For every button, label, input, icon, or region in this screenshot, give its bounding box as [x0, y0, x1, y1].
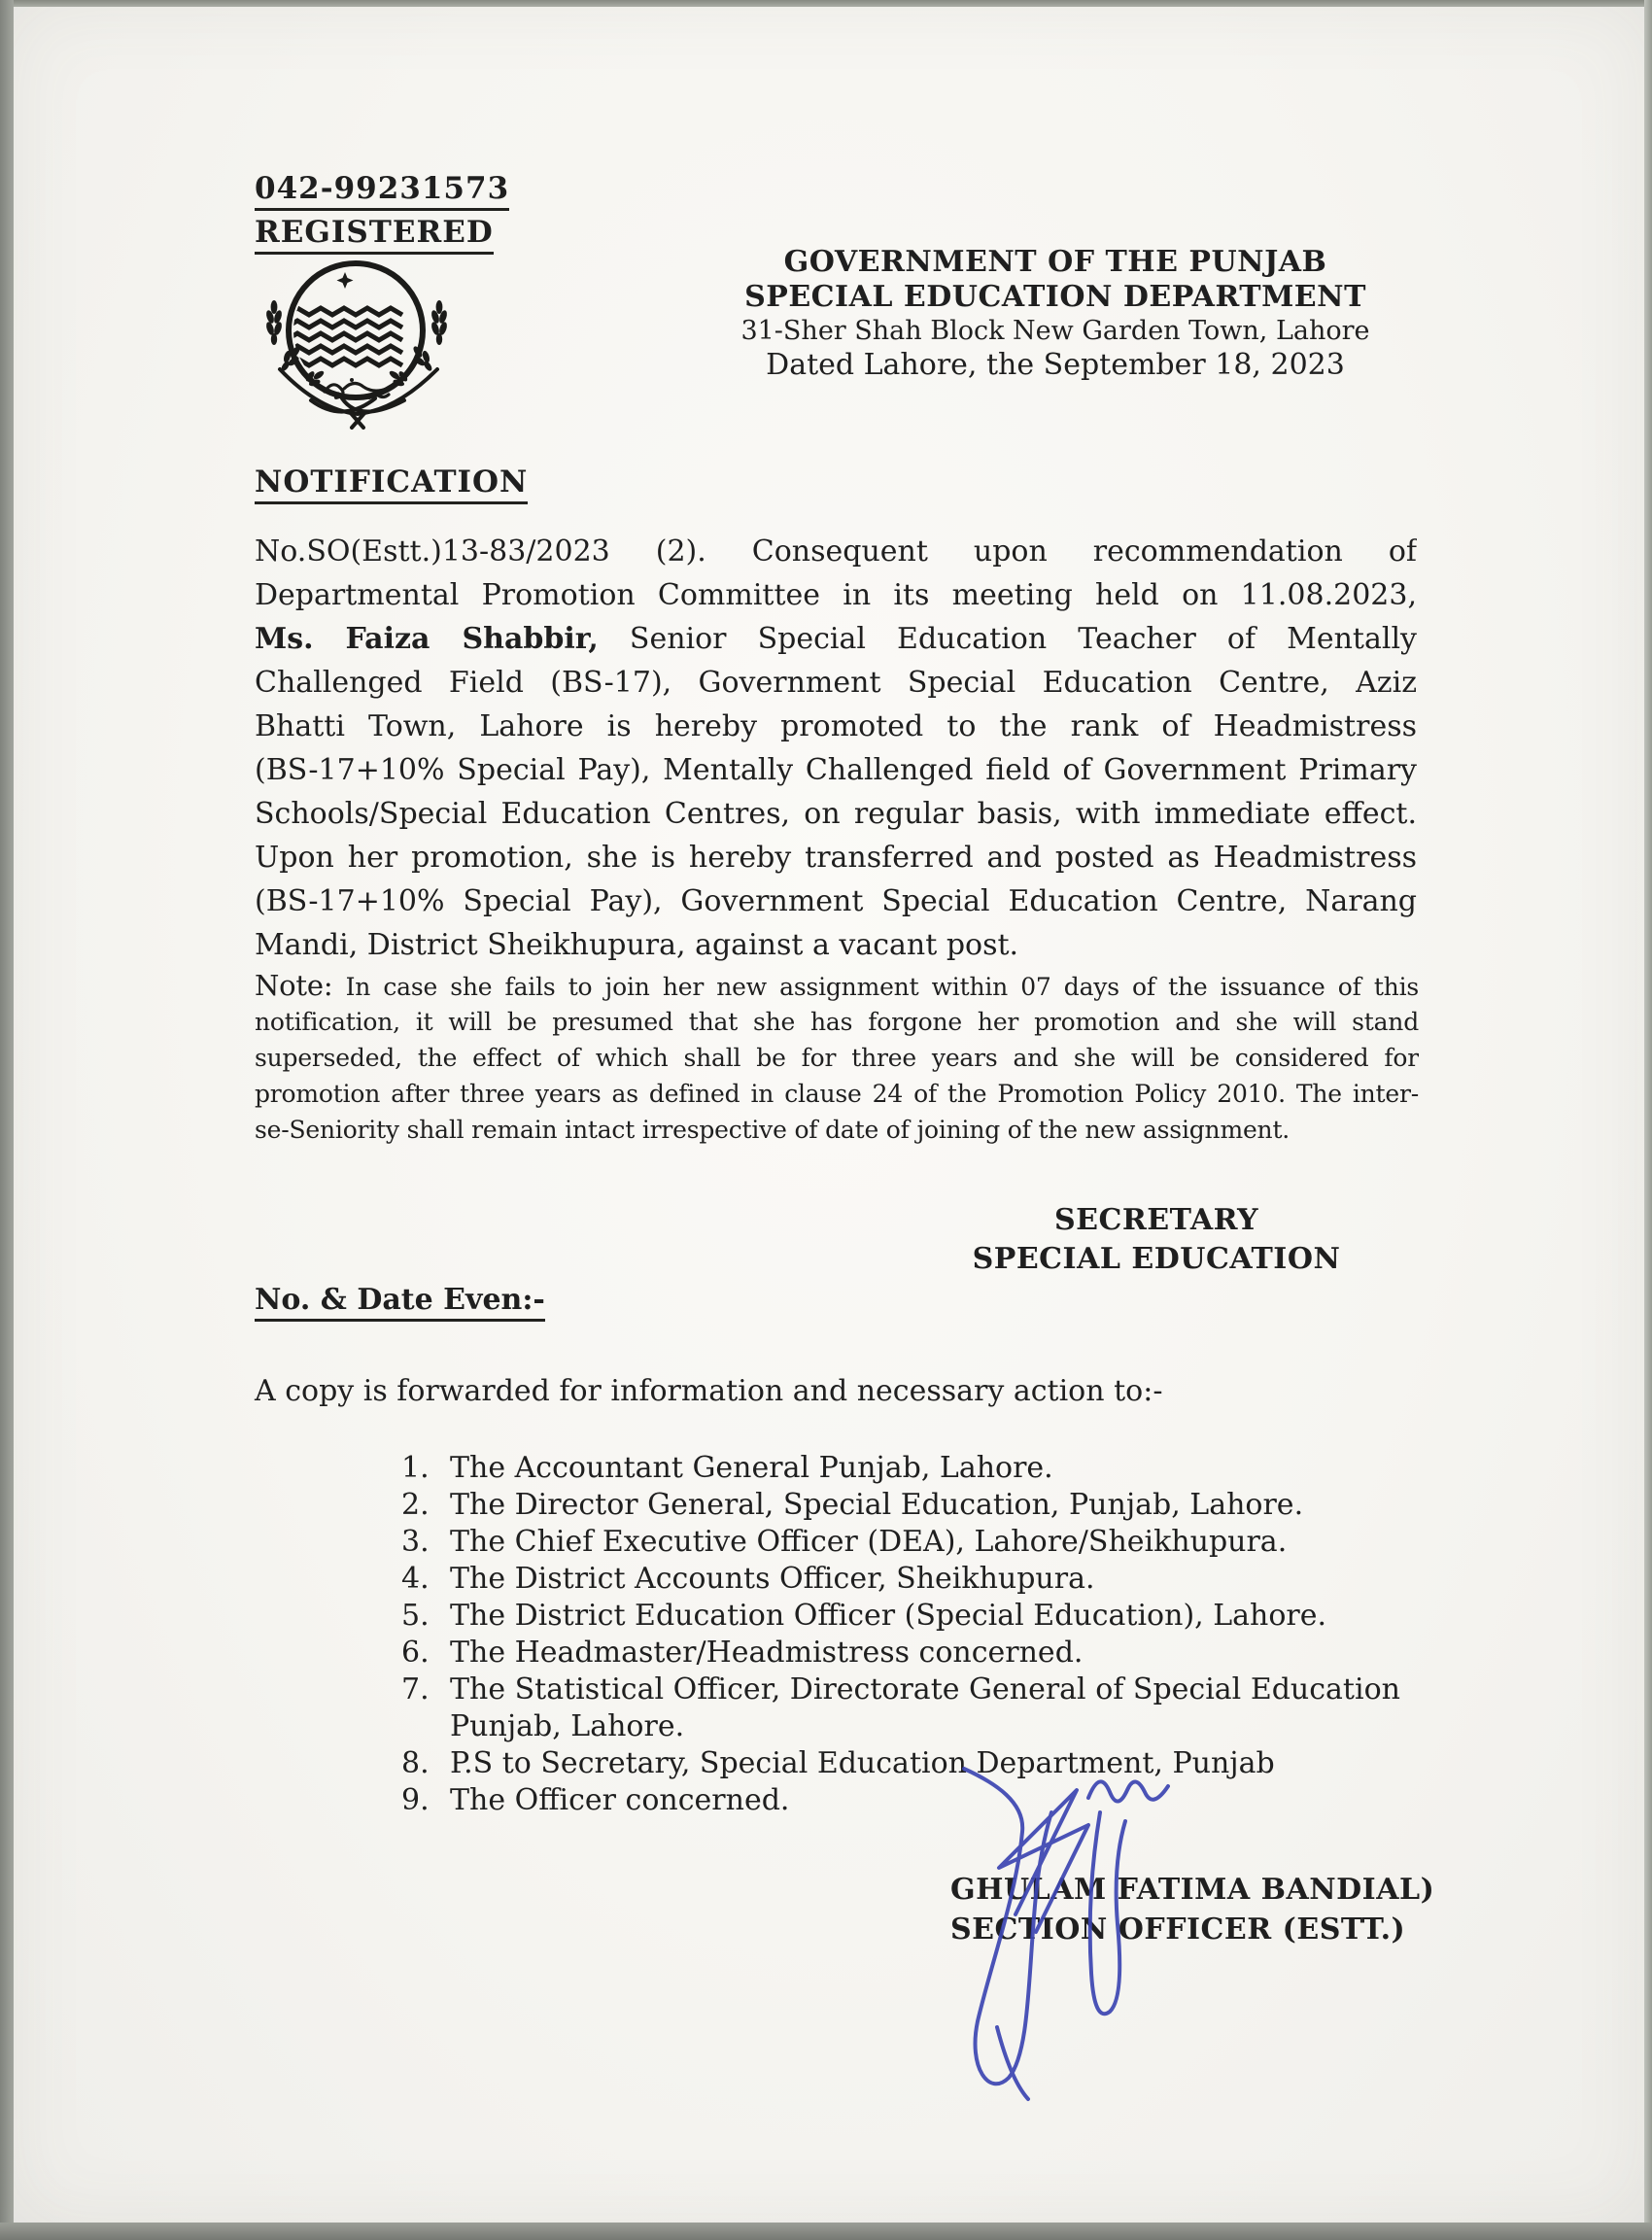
note-line: superseded, the effect of which shall be for three years and she will be considered for [255, 1044, 1419, 1072]
letter-date: Dated Lahore, the September 18, 2023 [766, 348, 1345, 382]
note-label: Note: [255, 969, 333, 1002]
body-line: Mandi, District Sheikhupura, against a vacant post. [255, 928, 1019, 962]
list-item [401, 1450, 1431, 1487]
scan-edge-bottom [0, 2223, 1652, 2240]
no-and-date-text: No. & Date Even:- [255, 1283, 545, 1322]
registered-label-text: REGISTERED [255, 215, 494, 255]
list-item [401, 1635, 1431, 1671]
signatory-block [950, 1870, 1434, 1949]
letterhead [715, 245, 1395, 383]
body-line: No.SO(Estt.)13-83/2023 (2). Consequent upon recommendation of [255, 534, 1417, 569]
body-line: (BS-17+10% Special Pay), Government Special Education Centre, Narang [255, 884, 1417, 918]
list-item-number [401, 1524, 450, 1561]
list-item-number [401, 1745, 450, 1782]
body-line: Upon her promotion, she is hereby transferred and posted as Headmistress [255, 841, 1417, 875]
scan-edge-top [0, 0, 1652, 7]
body-line: Challenged Field (BS-17), Government Special Education Centre, Aziz [255, 666, 1417, 700]
notification-body [255, 530, 1417, 967]
notification-heading [255, 465, 528, 504]
list-item-text: The Accountant General Punjab, Lahore. [450, 1451, 1053, 1485]
list-item-number [401, 1561, 450, 1598]
list-item-text: P.S to Secretary, Special Education Department, Punjab [450, 1746, 1275, 1780]
signatory-name: GHULAM FATIMA BANDIAL) [950, 1873, 1435, 1907]
body-line: Schools/Special Education Centres, on regular basis, with immediate effect. [255, 797, 1417, 831]
department-title: SPECIAL EDUCATION DEPARTMENT [744, 280, 1366, 314]
list-item [401, 1745, 1431, 1782]
list-item [401, 1598, 1431, 1635]
no-and-date-label [255, 1283, 545, 1322]
phone-number [255, 171, 509, 211]
list-item-number [401, 1635, 450, 1671]
note-line: promotion after three years as defined in clause 24 of the Promotion Policy 2010. The inter- [255, 1080, 1419, 1108]
list-item [401, 1561, 1431, 1598]
list-item [401, 1487, 1431, 1524]
government-title: GOVERNMENT OF THE PUNJAB [783, 245, 1327, 279]
body-line: (BS-17+10% Special Pay), Mentally Challenged field of Government Primary [255, 753, 1417, 787]
body-line-text: Senior Special Education Teacher of Mentally [598, 622, 1417, 656]
list-item-number [401, 1782, 450, 1819]
body-line [255, 617, 1417, 661]
officer-name: Ms. Faiza Shabbir, [255, 622, 599, 656]
list-item-text: The Chief Executive Officer (DEA), Lahore/Sheikhupura. [450, 1525, 1288, 1559]
scan-edge-right [1644, 0, 1652, 2240]
list-item-text: The District Education Officer (Special Education), Lahore. [450, 1599, 1327, 1633]
secretary-signature-block [962, 1201, 1351, 1279]
body-line: Bhatti Town, Lahore is hereby promoted to the rank of Headmistress [255, 709, 1417, 743]
note-line [255, 968, 1419, 1004]
list-item-text: The District Accounts Officer, Sheikhupura. [450, 1562, 1095, 1596]
note-line: se-Seniority shall remain intact irrespective of date of joining of the new assignment. [255, 1116, 1291, 1144]
list-item [401, 1782, 1431, 1819]
list-item-text: The Director General, Special Education, Punjab, Lahore. [450, 1488, 1304, 1522]
list-item [401, 1524, 1431, 1561]
list-item-number [401, 1450, 450, 1487]
list-item-number [401, 1598, 450, 1635]
list-item-text: The Statistical Officer, Directorate General of Special Education Punjab, Lahore. [450, 1672, 1400, 1743]
note-paragraph [255, 968, 1419, 1148]
phone-number-text: 042-99231573 [255, 171, 509, 211]
list-item-number [401, 1487, 450, 1524]
scan-edge-left [0, 0, 14, 2240]
list-item-text: The Officer concerned. [450, 1783, 790, 1817]
distribution-list [401, 1450, 1431, 1819]
forwarding-line: A copy is forwarded for information and necessary action to:- [255, 1374, 1163, 1408]
body-line: Departmental Promotion Committee in its meeting held on 11.08.2023, [255, 578, 1417, 612]
note-line-text: In case she fails to join her new assignment within 07 days of the issuance of this [332, 973, 1419, 1001]
punjab-government-crest-icon [251, 253, 466, 439]
department-address: 31-Sher Shah Block New Garden Town, Lahore [740, 316, 1370, 346]
registered-label [255, 215, 494, 255]
list-item-number [401, 1671, 450, 1745]
list-item [401, 1671, 1431, 1745]
notification-heading-text: NOTIFICATION [255, 465, 528, 504]
list-item-text: The Headmaster/Headmistress concerned. [450, 1636, 1084, 1670]
secretary-title: SECRETARY [1053, 1203, 1259, 1237]
note-line: notification, it will be presumed that she has forgone her promotion and she will stand [255, 1008, 1419, 1036]
secretary-department: SPECIAL EDUCATION [972, 1242, 1341, 1276]
signatory-title: SECTION OFFICER (ESTT.) [950, 1913, 1406, 1947]
